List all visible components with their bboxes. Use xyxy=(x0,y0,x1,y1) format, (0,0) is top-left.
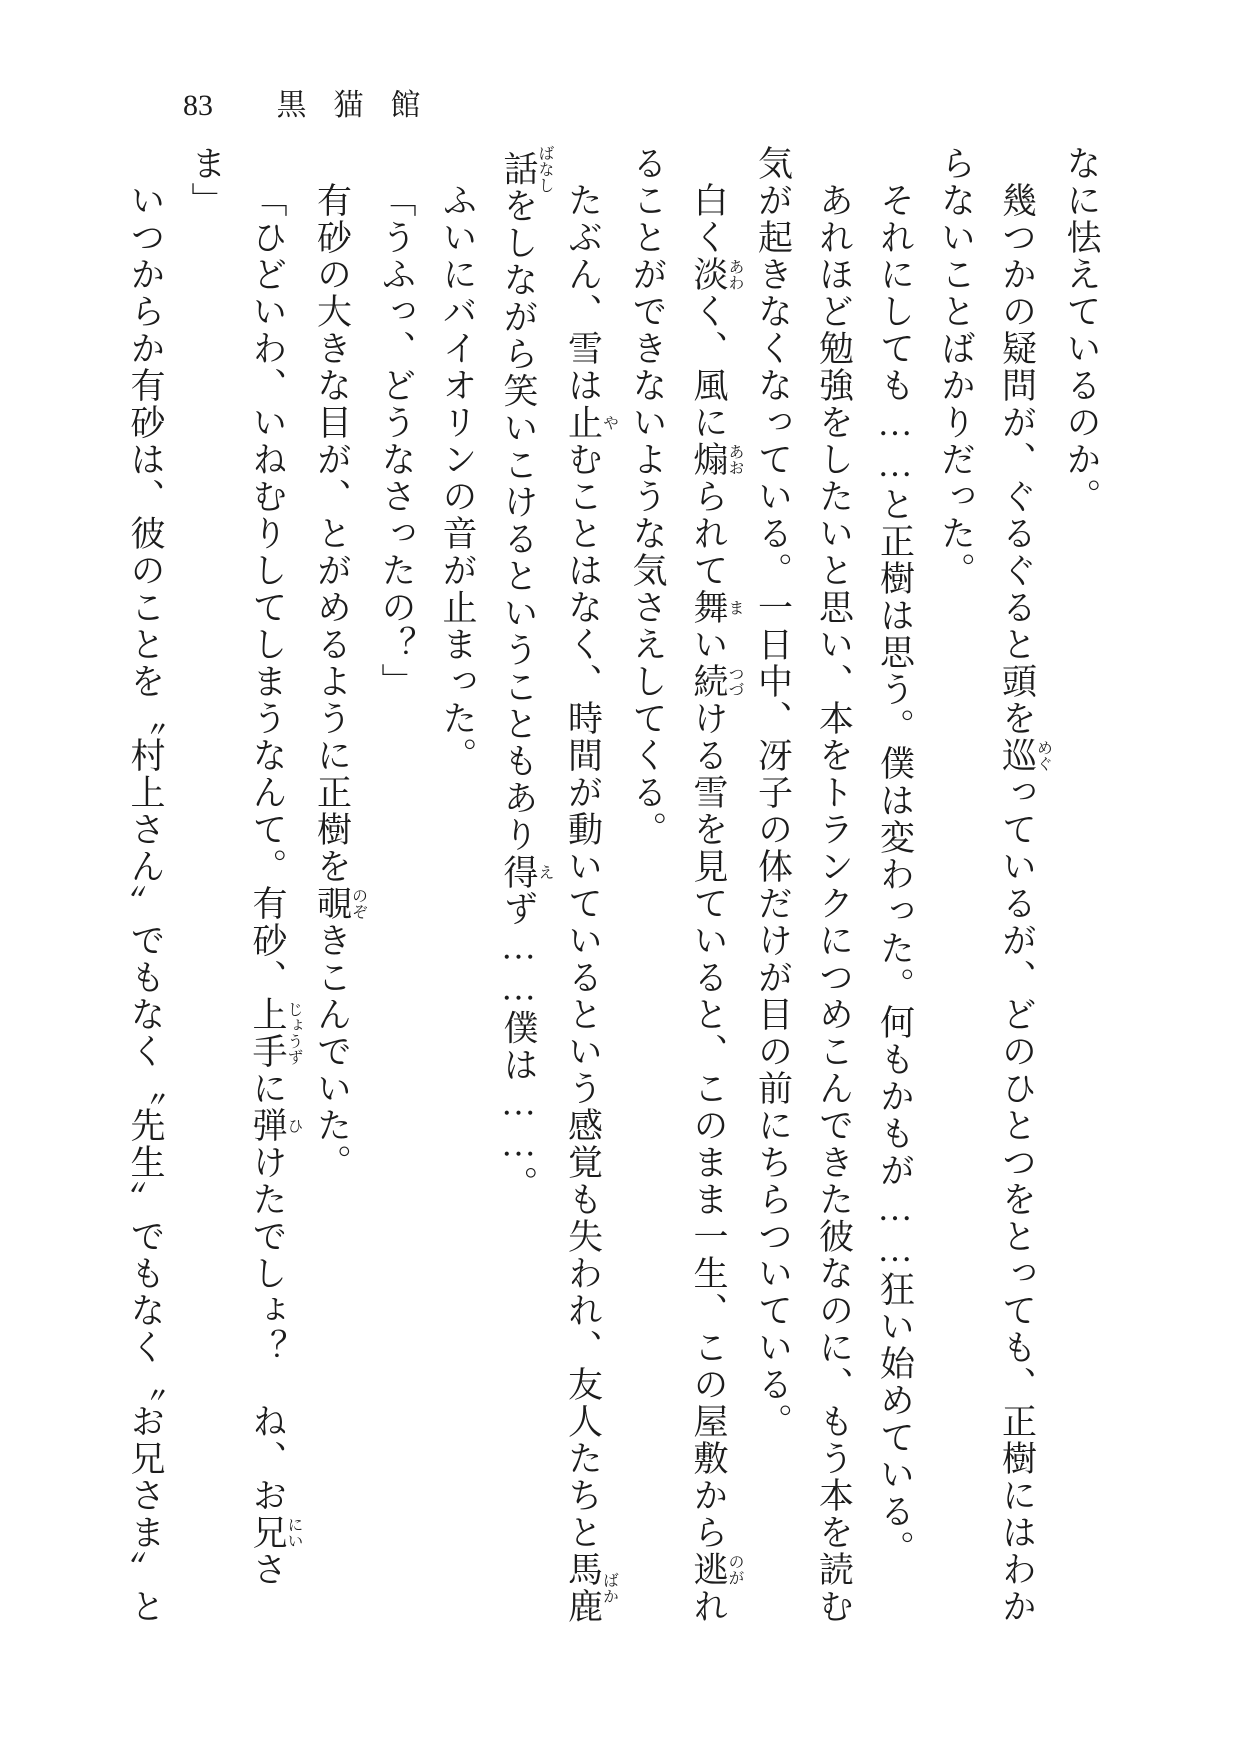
text-body xyxy=(115,145,1112,1720)
ruby-annotated-text: 上手じょうず xyxy=(248,996,302,1070)
ruby-annotated-text: 巡めぐ xyxy=(997,737,1052,774)
text-line: 「ひどいわ、いねむりしてしまうなんて。有砂、上手じょうずに弾ひけたでしょ？ ね、お兄にいさ xyxy=(248,182,302,1588)
ruby-annotated-text: 淡あわ xyxy=(689,256,743,293)
ruby-annotated-text: 覗のぞ xyxy=(312,885,367,922)
ruby-annotated-text: 舞ま xyxy=(689,589,743,626)
text-line: 気が起きなくなっている。一日中、冴子の体だけが目の前にちらついている。 xyxy=(753,145,793,1440)
text-line: ま」 xyxy=(187,145,226,219)
page-number: 83 xyxy=(183,89,213,122)
text-line: ることができないような気さえしてくる。 xyxy=(628,145,667,848)
ruby-annotated-text: 話ばなし xyxy=(499,145,553,193)
text-line: あれほど勉強をしたいと思い、本をトランクにつめこんできた彼なのに、もう本を読む xyxy=(814,182,854,1625)
text-line: らないことばかりだった。 xyxy=(936,145,976,589)
text-line: 有砂の大きな目が、とがめるように正樹を覗のぞきこんでいた。 xyxy=(312,182,367,1181)
text-line: いつからか有砂は、彼のことを〝村上さん〟でもなく〝先生〟でもなく〝お兄さま〟と xyxy=(126,182,165,1625)
book-title: 黒猫館 xyxy=(276,89,448,122)
text-line: ふいにバイオリンの音が止まった。 xyxy=(438,182,477,774)
ruby-annotated-text: 馬鹿ばか xyxy=(563,1551,618,1625)
ruby-annotated-text: 弾ひ xyxy=(248,1107,302,1144)
ruby-annotated-text: 逃のが xyxy=(689,1551,743,1588)
text-line: 「うふっ、どうなさったの？」 xyxy=(377,182,416,700)
text-line: 話ばなしをしながら笑いこけるということもあり得えず……僕は……。 xyxy=(499,145,553,1203)
page-header xyxy=(183,80,448,124)
ruby-annotated-text: 兄にい xyxy=(248,1514,302,1551)
text-line: たぶん、雪は止やむことはなく、時間が動いているという感覚も失われ、友人たちと馬鹿ばか xyxy=(563,182,618,1625)
text-line: 白く淡あわく、風に煽あおられて舞まい続つづける雪を見ていると、このまま一生、この屋敷から逃のがれ xyxy=(689,182,743,1625)
ruby-annotated-text: 煽あお xyxy=(689,441,743,478)
text-line: それにしても……と正樹は思う。僕は変わった。何もかもが……狂い始めている。 xyxy=(875,182,915,1567)
ruby-annotated-text: 止や xyxy=(563,404,618,441)
ruby-annotated-text: 続つづ xyxy=(689,663,743,700)
text-line: 幾つかの疑問が、ぐるぐると頭を巡めぐっているが、どのひとつをとっても、正樹にはわか xyxy=(997,182,1052,1625)
ruby-annotated-text: 得え xyxy=(499,853,553,891)
text-line: なに怯えているのか。 xyxy=(1062,145,1101,515)
